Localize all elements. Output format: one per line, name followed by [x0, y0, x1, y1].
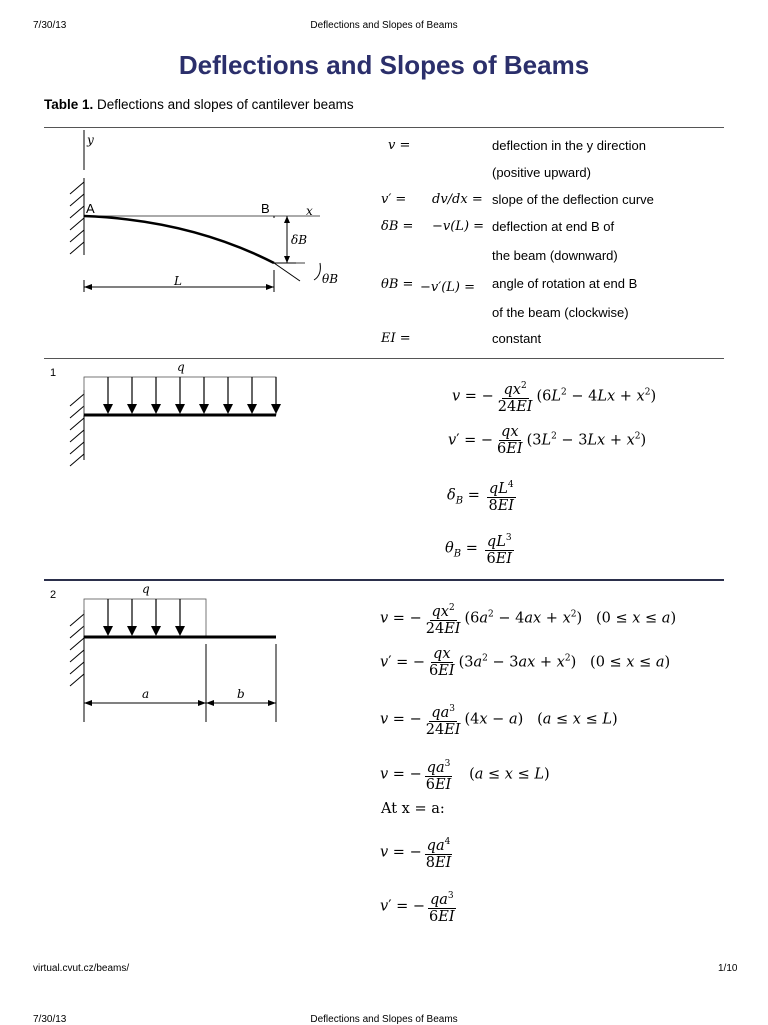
caption-text: Deflections and slopes of cantilever beams: [93, 97, 354, 112]
def-symbol-EI: EI =: [381, 331, 411, 346]
label-A: A: [86, 201, 95, 216]
footer-url[interactable]: virtual.cvut.cz/beams/: [33, 963, 130, 974]
case2-eq-deltaB: v = − $\frac{qa^4}{8EI}$: [380, 834, 455, 871]
header-title: Deflections and Slopes of Beams: [310, 20, 458, 31]
def-desc: constant: [492, 331, 542, 346]
case2-diagram: [60, 582, 290, 727]
case2-eq-v1: v = − $\frac{qx^2}{24EI}$ $(6a^2 - 4ax + x^2) (0 \le x \le a)$: [380, 600, 676, 637]
next-page-header-date: 7/30/13: [33, 1014, 67, 1025]
label-L: L: [174, 274, 182, 288]
label-deltaB: δB: [291, 233, 308, 247]
label-x: x: [306, 204, 313, 218]
def-desc: of the beam (clockwise): [492, 305, 629, 320]
case1-eq-thetaB: $\theta_B$ = $\frac{qL^3}{6EI}$: [445, 530, 516, 567]
case1-eq-v: v = − $\frac{qx^2}{24EI}$ $(6L^2 - 4Lx + x^2)$: [452, 378, 656, 415]
case-number: 2: [50, 589, 57, 601]
def-expr: dv/dx =: [432, 192, 483, 207]
table-caption: [44, 97, 354, 112]
def-symbol-deltaB: δB =: [381, 219, 414, 234]
case2-eq-slope1: v′ = − $\frac{qx}{6EI}$ $(3a^2 - 3ax + x^2) (0 \le x \le a)$: [380, 646, 671, 679]
case1-eq-deltaB: $\delta_B$ = $\frac{qL^4}{8EI}$: [447, 477, 518, 514]
def-symbol-vprime: v′ =: [381, 192, 407, 207]
case2-eq-thetaB: v′ = − $\frac{qa^3}{6EI}$: [380, 888, 459, 925]
footer-page-number: 1/10: [718, 963, 738, 974]
def-desc: the beam (downward): [492, 248, 618, 263]
label-q: q: [142, 582, 150, 596]
def-desc: slope of the deflection curve: [492, 192, 654, 207]
label-thetaB: θB: [322, 272, 339, 286]
next-page-header-title: Deflections and Slopes of Beams: [310, 1014, 458, 1025]
row-divider: [44, 579, 724, 581]
cantilever-definition-diagram: [60, 130, 360, 300]
def-symbol-thetaB: θB =: [381, 277, 414, 292]
label-y: y: [87, 133, 94, 147]
label-a: a: [142, 687, 150, 701]
def-expr: −v(L) =: [432, 219, 485, 234]
def-expr: −v′(L) =: [420, 280, 475, 295]
def-symbol-v: v =: [388, 138, 411, 153]
case-number: 1: [50, 367, 57, 379]
def-desc: deflection at end B of: [492, 219, 615, 234]
page-title: Deflections and Slopes of Beams: [178, 50, 590, 80]
case2-at-label: At x = a:: [381, 801, 445, 817]
label-b: b: [237, 687, 245, 701]
case2-eq-slope2: v = − $\frac{qa^3}{6EI}$ (a ≤ x ≤ L): [380, 756, 550, 793]
case2-eq-v2: v = − $\frac{qa^3}{24EI}$ (4x − a) (a ≤ x ≤ L): [380, 701, 618, 738]
caption-label: Table 1.: [44, 97, 94, 112]
def-desc: deflection in the y direction: [492, 138, 646, 153]
table-top-rule: [44, 127, 724, 128]
def-desc: (positive upward): [492, 165, 591, 180]
case1-diagram: [60, 360, 290, 470]
def-desc: angle of rotation at end B: [492, 276, 638, 291]
header-date: 7/30/13: [33, 20, 67, 31]
row-divider: [44, 358, 724, 359]
case1-eq-slope: v′ = − $\frac{qx}{6EI}$ $(3L^2 - 3Lx + x^2)$: [448, 424, 647, 457]
label-q: q: [177, 360, 185, 374]
label-B: B: [261, 201, 270, 216]
